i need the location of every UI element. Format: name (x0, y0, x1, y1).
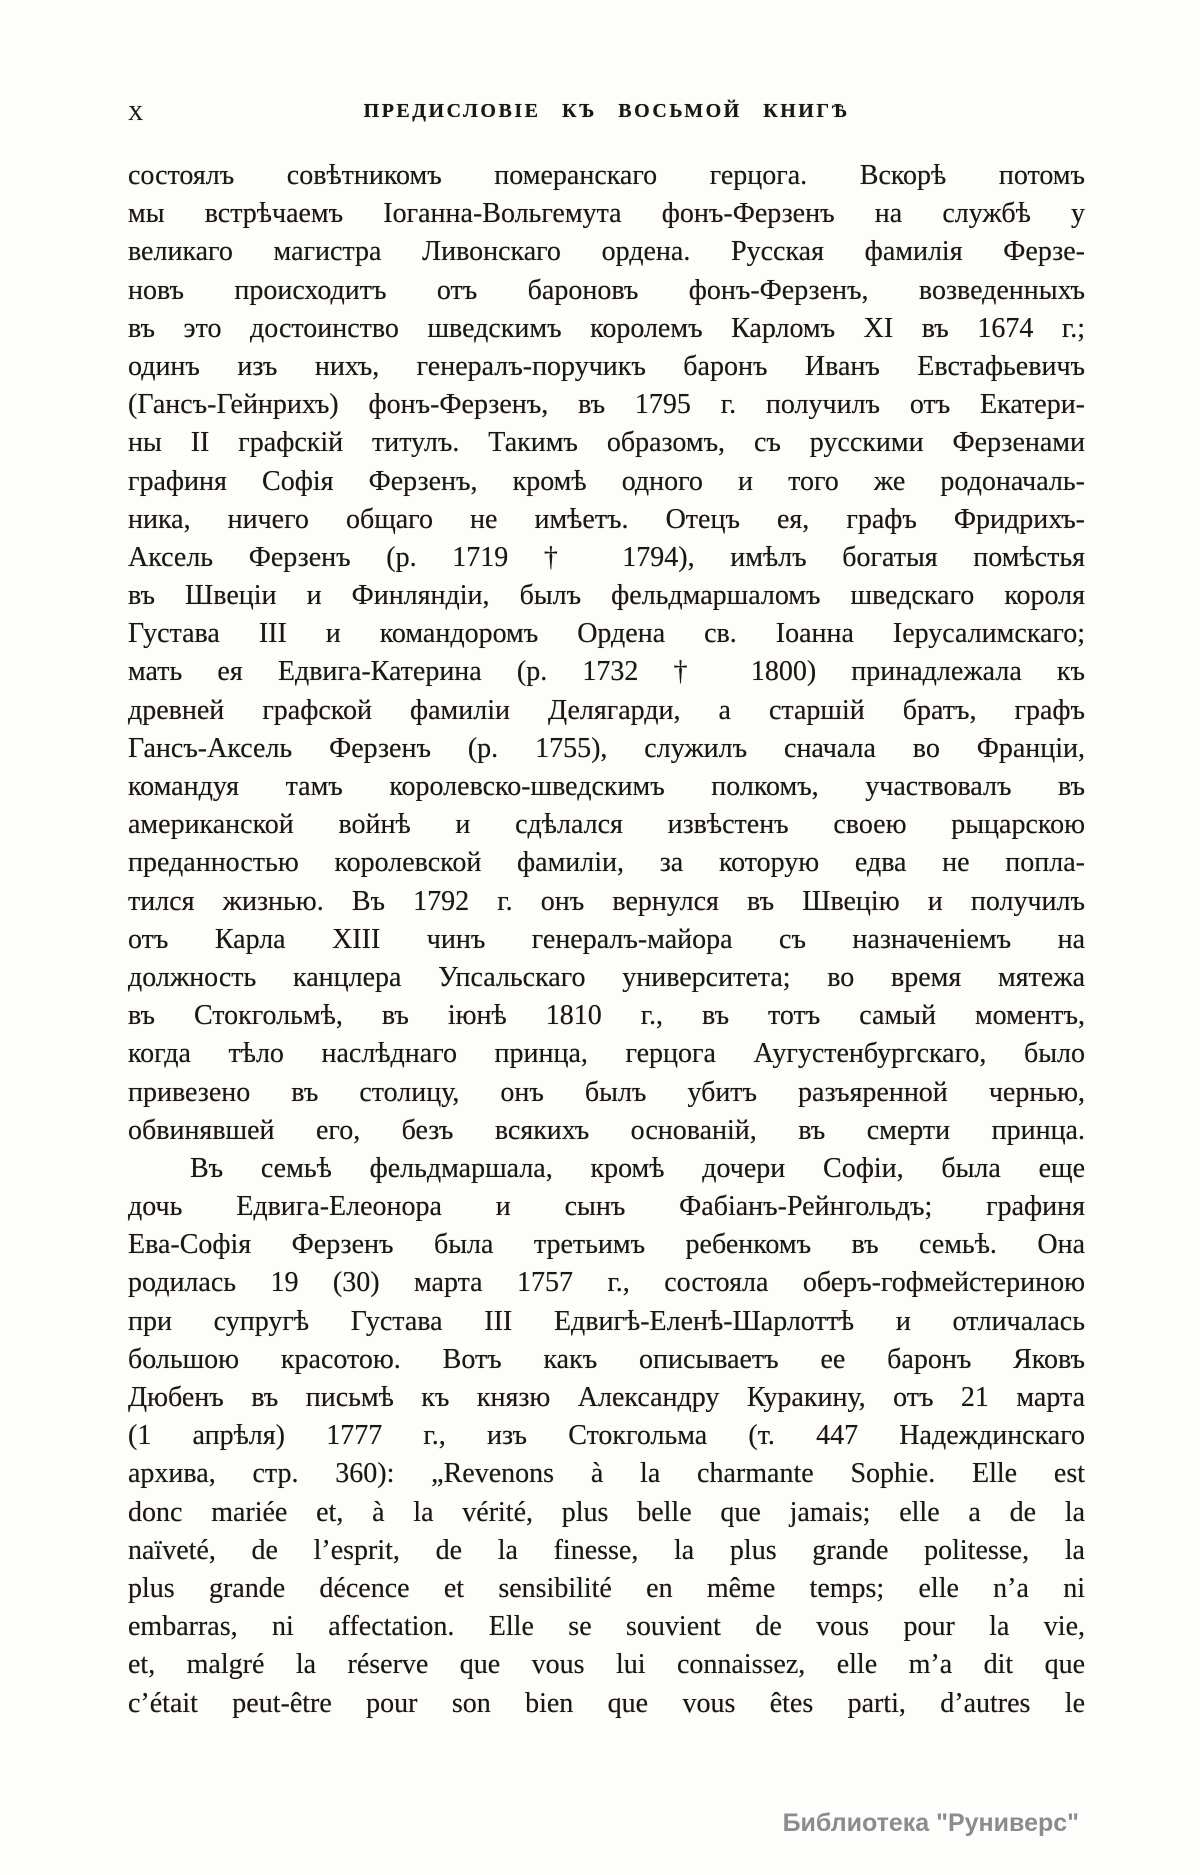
text-line: въ Швеціи и Финляндіи, былъ фельдмаршаломъ шведскаго короля (128, 580, 1085, 612)
text-line: Въ семьѣ фельдмаршала, кромѣ дочери Софіи, была еще (190, 1152, 1085, 1184)
text-line: c’était peut-être pour son bien que vous êtes parti, d’autres le (128, 1687, 1085, 1719)
running-header-title: ПРЕДИСЛОВІЕ КЪ ВОСЬМОЙ КНИГѢ (363, 100, 850, 122)
running-header (128, 100, 1085, 126)
paragraph (128, 1150, 1085, 1723)
text-line: et, malgré la réserve que vous lui connaissez, elle m’a dit que (128, 1649, 1085, 1681)
text-line: ника, ничего общаго не имѣетъ. Отецъ ея, графъ Фридрихъ- (128, 503, 1085, 535)
paragraph (128, 157, 1085, 1150)
text-line: (Гансъ-Гейнрихъ) фонъ-Ферзенъ, въ 1795 г. получилъ отъ Екатери- (128, 389, 1085, 421)
page-number: X (128, 101, 145, 125)
text-line: великаго магистра Ливонскаго ордена. Русская фамилія Ферзе- (128, 236, 1085, 268)
text-body (128, 157, 1085, 1723)
text-line: donc mariée et, à la vérité, plus belle que jamais; elle a de la (128, 1496, 1085, 1528)
text-line: должность канцлера Упсальскаго университета; во время мятежа (128, 961, 1085, 993)
text-line: когда тѣло наслѣднаго принца, герцога Аугустенбургскаго, было (128, 1038, 1085, 1070)
text-line: naïveté, de l’esprit, de la finesse, la plus grande politesse, la (128, 1534, 1085, 1566)
text-line: тился жизнью. Въ 1792 г. онъ вернулся въ Швецію и получилъ (128, 885, 1085, 917)
text-line: въ это достоинство шведскимъ королемъ Карломъ XI въ 1674 г.; (128, 312, 1085, 344)
text-line: мы встрѣчаемъ Іоганна-Вольгемута фонъ-Ферзенъ на службѣ у (128, 198, 1085, 230)
text-line: въ Стокгольмѣ, въ іюнѣ 1810 г., въ тотъ самый моментъ, (128, 1000, 1085, 1032)
text-line: родилась 19 (30) марта 1757 г., состояла оберъ-гофмейстериною (128, 1267, 1085, 1299)
text-line: при супругѣ Густава III Едвигѣ-Еленѣ-Шарлоттѣ и отличалась (128, 1305, 1085, 1337)
text-line: новъ происходитъ отъ бароновъ фонъ-Ферзенъ, возведенныхъ (128, 274, 1085, 306)
watermark: Библиотека "Руниверс" (782, 1809, 1079, 1837)
text-line: Густава III и командоромъ Ордена св. Іоанна Іерусалимскаго; (128, 618, 1085, 650)
text-line: большою красотою. Вотъ какъ описываетъ ее баронъ Яковъ (128, 1343, 1085, 1375)
text-line: мать ея Едвига-Катерина (р. 1732 † 1800) принадлежала къ (128, 656, 1085, 688)
text-line: embarras, ni affectation. Elle se souvient de vous pour la vie, (128, 1611, 1085, 1643)
text-line: отъ Карла XIII чинъ генералъ-майора съ назначеніемъ на (128, 923, 1085, 955)
text-line: состоялъ совѣтникомъ померанскаго герцога. Вскорѣ потомъ (128, 160, 1085, 191)
text-line: преданностью королевской фамиліи, за которую едва не попла- (128, 847, 1085, 879)
text-line: Гансъ-Аксель Ферзенъ (р. 1755), служилъ сначала во Франціи, (128, 732, 1085, 764)
text-line: Ева-Софія Ферзенъ была третьимъ ребенкомъ въ семьѣ. Она (128, 1229, 1085, 1261)
text-line: одинъ изъ нихъ, генералъ-поручикъ баронъ Иванъ Евстафьевичъ (128, 350, 1085, 382)
text-line: графиня Софія Ферзенъ, кромѣ одного и того же родоначаль- (128, 465, 1085, 497)
text-line: древней графской фамиліи Делягарди, а старшій братъ, графъ (128, 694, 1085, 726)
text-line: американской войнѣ и сдѣлался извѣстенъ своею рыцарскою (128, 809, 1085, 841)
text-line: дочь Едвига-Елеонора и сынъ Фабіанъ-Рейнгольдъ; графиня (128, 1191, 1085, 1223)
text-line: командуя тамъ королевско-шведскимъ полкомъ, участвовалъ въ (128, 771, 1085, 802)
text-line: привезено въ столицу, онъ былъ убитъ разъяренной чернью, (128, 1076, 1085, 1108)
text-line: (1 апрѣля) 1777 г., изъ Стокгольма (т. 447 Надеждинскаго (128, 1420, 1085, 1452)
text-line: plus grande décence et sensibilité en même temps; elle n’a ni (128, 1572, 1085, 1604)
text-line: архива, стр. 360): „Revenons à la charmante Sophie. Elle est (128, 1458, 1085, 1490)
text-line: Аксель Ферзенъ (р. 1719 † 1794), имѣлъ богатыя помѣстья (128, 541, 1085, 573)
text-line: Дюбенъ въ письмѣ къ князю Александру Куракину, отъ 21 марта (128, 1382, 1085, 1413)
text-line: ны II графскій титулъ. Такимъ образомъ, съ русскими Ферзенами (128, 427, 1085, 459)
text-line: обвинявшей его, безъ всякихъ основаній, въ смерти принца. (128, 1114, 1085, 1146)
